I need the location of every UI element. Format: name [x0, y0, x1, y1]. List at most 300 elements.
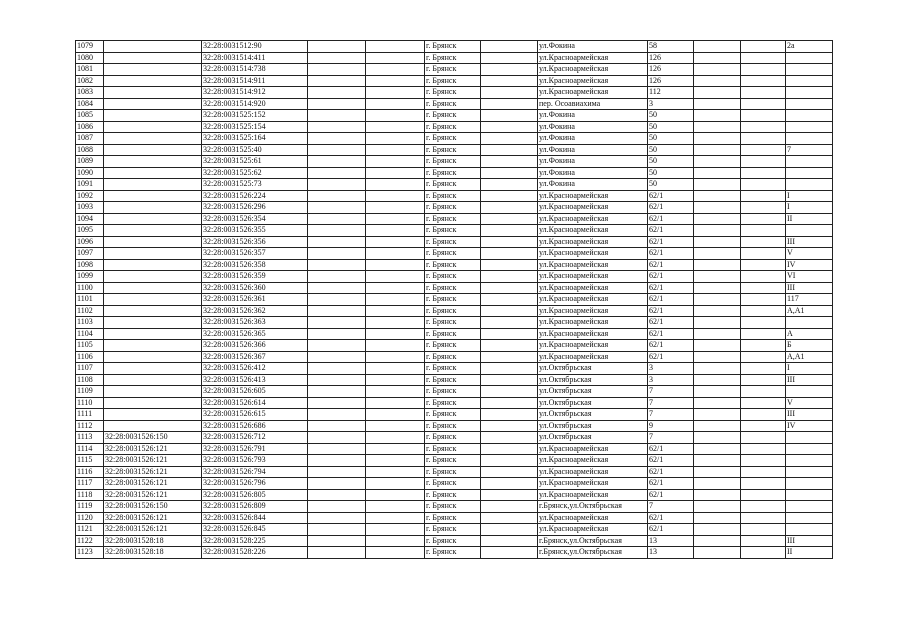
cell-room-number: III [786, 535, 833, 547]
cell-room-number [786, 179, 833, 191]
cell-street: ул.Фокина [538, 41, 648, 53]
cell-row-number: 1115 [76, 455, 104, 467]
table-row [76, 340, 833, 352]
cell-parent-cadastral-number [104, 374, 202, 386]
table-row [76, 64, 833, 76]
table-row [76, 409, 833, 421]
cell-empty-col-4 [308, 225, 366, 237]
cell-room-number: А,А1 [786, 305, 833, 317]
cell-parent-cadastral-number [104, 190, 202, 202]
cell-street: ул.Красноармейская [538, 489, 648, 501]
cell-empty-col-5 [366, 305, 425, 317]
cell-room-number: V [786, 248, 833, 260]
cell-empty-col-5 [366, 248, 425, 260]
cell-empty-col-5 [366, 340, 425, 352]
cell-street: ул.Фокина [538, 144, 648, 156]
table-row [76, 52, 833, 64]
cell-empty-col-10 [694, 420, 741, 432]
table-row [76, 317, 833, 329]
cell-row-number: 1123 [76, 547, 104, 559]
cell-house-number: 62/1 [648, 190, 694, 202]
cell-cadastral-number: 32:28:0031526:296 [202, 202, 308, 214]
cell-cadastral-number: 32:28:0031526:794 [202, 466, 308, 478]
cell-row-number: 1116 [76, 466, 104, 478]
cell-empty-col-5 [366, 535, 425, 547]
cell-city: г. Брянск [425, 478, 481, 490]
cell-empty-col-7 [481, 351, 538, 363]
cell-row-number: 1121 [76, 524, 104, 536]
cell-row-number: 1114 [76, 443, 104, 455]
cell-empty-col-4 [308, 190, 366, 202]
cell-cadastral-number: 32:28:0031526:361 [202, 294, 308, 306]
cell-house-number: 50 [648, 167, 694, 179]
cell-empty-col-10 [694, 409, 741, 421]
cell-empty-col-10 [694, 98, 741, 110]
cell-city: г. Брянск [425, 466, 481, 478]
table-row [76, 305, 833, 317]
cell-room-number [786, 317, 833, 329]
cell-house-number: 62/1 [648, 294, 694, 306]
cell-empty-col-7 [481, 547, 538, 559]
cell-empty-col-11 [741, 190, 786, 202]
cell-parent-cadastral-number [104, 87, 202, 99]
cell-empty-col-11 [741, 110, 786, 122]
cell-street: ул.Красноармейская [538, 294, 648, 306]
cell-street: ул.Красноармейская [538, 213, 648, 225]
cell-empty-col-4 [308, 432, 366, 444]
cell-city: г. Брянск [425, 524, 481, 536]
cell-empty-col-5 [366, 409, 425, 421]
cell-row-number: 1120 [76, 512, 104, 524]
cell-parent-cadastral-number [104, 167, 202, 179]
cell-parent-cadastral-number [104, 64, 202, 76]
cell-empty-col-11 [741, 512, 786, 524]
cell-city: г. Брянск [425, 386, 481, 398]
cadastral-table [75, 40, 833, 559]
cell-empty-col-10 [694, 328, 741, 340]
cell-empty-col-4 [308, 478, 366, 490]
cell-empty-col-4 [308, 489, 366, 501]
cell-row-number: 1094 [76, 213, 104, 225]
cell-city: г. Брянск [425, 420, 481, 432]
cell-empty-col-11 [741, 317, 786, 329]
cell-cadastral-number: 32:28:0031526:805 [202, 489, 308, 501]
cell-empty-col-7 [481, 64, 538, 76]
cell-empty-col-11 [741, 179, 786, 191]
cell-cadastral-number: 32:28:0031526:686 [202, 420, 308, 432]
cell-street: пер. Осоавиахима [538, 98, 648, 110]
table-row [76, 524, 833, 536]
cell-empty-col-4 [308, 179, 366, 191]
cell-empty-col-11 [741, 351, 786, 363]
cell-empty-col-7 [481, 259, 538, 271]
cell-house-number: 62/1 [648, 443, 694, 455]
cell-city: г. Брянск [425, 351, 481, 363]
cell-street: г.Брянск,ул.Октябрьская [538, 501, 648, 513]
cell-street: ул.Октябрьская [538, 432, 648, 444]
cell-empty-col-11 [741, 294, 786, 306]
cell-parent-cadastral-number [104, 144, 202, 156]
table-row [76, 190, 833, 202]
cell-street: ул.Красноармейская [538, 236, 648, 248]
cell-empty-col-4 [308, 259, 366, 271]
cell-cadastral-number: 32:28:0031525:164 [202, 133, 308, 145]
cell-city: г. Брянск [425, 328, 481, 340]
cell-parent-cadastral-number [104, 386, 202, 398]
cell-parent-cadastral-number [104, 213, 202, 225]
cell-room-number: V [786, 397, 833, 409]
cell-empty-col-4 [308, 420, 366, 432]
cell-city: г. Брянск [425, 121, 481, 133]
cell-city: г. Брянск [425, 98, 481, 110]
cell-room-number: 117 [786, 294, 833, 306]
cell-cadastral-number: 32:28:0031526:614 [202, 397, 308, 409]
cell-empty-col-5 [366, 259, 425, 271]
cell-empty-col-7 [481, 340, 538, 352]
cell-empty-col-10 [694, 386, 741, 398]
cell-room-number [786, 52, 833, 64]
cell-empty-col-7 [481, 443, 538, 455]
cell-cadastral-number: 32:28:0031526:363 [202, 317, 308, 329]
cell-room-number: III [786, 236, 833, 248]
cell-row-number: 1118 [76, 489, 104, 501]
cell-empty-col-11 [741, 363, 786, 375]
cell-house-number: 62/1 [648, 259, 694, 271]
cell-empty-col-10 [694, 294, 741, 306]
cell-house-number: 62/1 [648, 466, 694, 478]
cell-street: ул.Красноармейская [538, 466, 648, 478]
cell-empty-col-7 [481, 52, 538, 64]
cell-parent-cadastral-number [104, 179, 202, 191]
cell-empty-col-7 [481, 144, 538, 156]
table-row [76, 466, 833, 478]
cell-empty-col-10 [694, 41, 741, 53]
cell-street: ул.Красноармейская [538, 271, 648, 283]
cell-empty-col-10 [694, 466, 741, 478]
cell-parent-cadastral-number [104, 351, 202, 363]
cell-street: ул.Красноармейская [538, 512, 648, 524]
cell-empty-col-5 [366, 374, 425, 386]
cell-empty-col-5 [366, 144, 425, 156]
cell-cadastral-number: 32:28:0031526:355 [202, 225, 308, 237]
table-row [76, 363, 833, 375]
cell-empty-col-5 [366, 41, 425, 53]
cell-street: ул.Красноармейская [538, 202, 648, 214]
cell-empty-col-10 [694, 202, 741, 214]
cell-empty-col-11 [741, 501, 786, 513]
cell-house-number: 3 [648, 363, 694, 375]
cell-parent-cadastral-number [104, 340, 202, 352]
table-row [76, 110, 833, 122]
cell-row-number: 1111 [76, 409, 104, 421]
cell-room-number [786, 489, 833, 501]
cell-city: г. Брянск [425, 294, 481, 306]
cell-street: ул.Красноармейская [538, 443, 648, 455]
cell-street: ул.Красноармейская [538, 340, 648, 352]
cell-empty-col-4 [308, 340, 366, 352]
cell-street: ул.Красноармейская [538, 259, 648, 271]
cell-empty-col-5 [366, 167, 425, 179]
cell-room-number [786, 156, 833, 168]
cell-parent-cadastral-number [104, 409, 202, 421]
cell-parent-cadastral-number [104, 225, 202, 237]
cell-city: г. Брянск [425, 397, 481, 409]
cell-empty-col-7 [481, 121, 538, 133]
cell-house-number: 62/1 [648, 225, 694, 237]
cell-parent-cadastral-number [104, 41, 202, 53]
cell-empty-col-4 [308, 512, 366, 524]
cell-parent-cadastral-number [104, 328, 202, 340]
cell-cadastral-number: 32:28:0031526:362 [202, 305, 308, 317]
cell-empty-col-7 [481, 41, 538, 53]
cell-room-number [786, 225, 833, 237]
cell-house-number: 62/1 [648, 305, 694, 317]
cell-room-number [786, 478, 833, 490]
cell-city: г. Брянск [425, 52, 481, 64]
cell-empty-col-5 [366, 547, 425, 559]
cell-empty-col-10 [694, 501, 741, 513]
cell-empty-col-10 [694, 121, 741, 133]
cell-city: г. Брянск [425, 41, 481, 53]
cell-cadastral-number: 32:28:0031525:73 [202, 179, 308, 191]
cell-house-number: 62/1 [648, 489, 694, 501]
table-row [76, 328, 833, 340]
cell-empty-col-10 [694, 351, 741, 363]
cell-row-number: 1089 [76, 156, 104, 168]
cell-cadastral-number: 32:28:0031526:605 [202, 386, 308, 398]
cell-parent-cadastral-number [104, 52, 202, 64]
cell-empty-col-4 [308, 64, 366, 76]
cell-empty-col-4 [308, 443, 366, 455]
cell-house-number: 7 [648, 501, 694, 513]
cell-empty-col-10 [694, 443, 741, 455]
cell-row-number: 1099 [76, 271, 104, 283]
cell-cadastral-number: 32:28:0031526:413 [202, 374, 308, 386]
cell-empty-col-4 [308, 202, 366, 214]
cell-row-number: 1110 [76, 397, 104, 409]
cell-row-number: 1106 [76, 351, 104, 363]
cell-city: г. Брянск [425, 340, 481, 352]
cell-house-number: 7 [648, 397, 694, 409]
table-row [76, 351, 833, 363]
cell-empty-col-7 [481, 363, 538, 375]
cell-empty-col-10 [694, 179, 741, 191]
cell-empty-col-5 [366, 271, 425, 283]
cell-row-number: 1119 [76, 501, 104, 513]
cell-empty-col-5 [366, 489, 425, 501]
cell-row-number: 1097 [76, 248, 104, 260]
cell-cadastral-number: 32:28:0031525:61 [202, 156, 308, 168]
cell-room-number [786, 133, 833, 145]
cell-room-number: III [786, 409, 833, 421]
cell-empty-col-7 [481, 213, 538, 225]
cell-empty-col-4 [308, 351, 366, 363]
table-row [76, 455, 833, 467]
cell-city: г. Брянск [425, 156, 481, 168]
cell-row-number: 1081 [76, 64, 104, 76]
cell-empty-col-11 [741, 409, 786, 421]
cell-house-number: 126 [648, 75, 694, 87]
cell-empty-col-5 [366, 328, 425, 340]
table-row [76, 294, 833, 306]
cell-empty-col-7 [481, 386, 538, 398]
cell-empty-col-10 [694, 317, 741, 329]
cell-room-number [786, 87, 833, 99]
cell-empty-col-5 [366, 202, 425, 214]
cell-empty-col-5 [366, 363, 425, 375]
cell-city: г. Брянск [425, 248, 481, 260]
cell-city: г. Брянск [425, 236, 481, 248]
cell-cadastral-number: 32:28:0031526:844 [202, 512, 308, 524]
cell-empty-col-10 [694, 52, 741, 64]
cell-room-number [786, 121, 833, 133]
cell-empty-col-10 [694, 236, 741, 248]
cell-city: г. Брянск [425, 133, 481, 145]
cell-empty-col-4 [308, 271, 366, 283]
cell-street: ул.Фокина [538, 156, 648, 168]
cell-empty-col-7 [481, 455, 538, 467]
cell-city: г. Брянск [425, 489, 481, 501]
cell-empty-col-11 [741, 340, 786, 352]
cell-room-number: III [786, 282, 833, 294]
cell-city: г. Брянск [425, 374, 481, 386]
cell-city: г. Брянск [425, 87, 481, 99]
cell-city: г. Брянск [425, 317, 481, 329]
cell-empty-col-11 [741, 478, 786, 490]
cell-empty-col-11 [741, 455, 786, 467]
cell-cadastral-number: 32:28:0031512:90 [202, 41, 308, 53]
cell-empty-col-7 [481, 397, 538, 409]
cell-empty-col-7 [481, 432, 538, 444]
cell-cadastral-number: 32:28:0031526:793 [202, 455, 308, 467]
cell-house-number: 62/1 [648, 340, 694, 352]
cell-room-number [786, 110, 833, 122]
cell-empty-col-7 [481, 75, 538, 87]
cell-empty-col-4 [308, 156, 366, 168]
cell-street: ул.Фокина [538, 121, 648, 133]
cell-street: ул.Октябрьская [538, 363, 648, 375]
cell-room-number [786, 512, 833, 524]
cell-room-number: 7 [786, 144, 833, 156]
cell-empty-col-5 [366, 110, 425, 122]
table-row [76, 144, 833, 156]
cell-empty-col-5 [366, 397, 425, 409]
cell-empty-col-7 [481, 478, 538, 490]
cell-house-number: 62/1 [648, 478, 694, 490]
cell-parent-cadastral-number [104, 420, 202, 432]
cell-room-number [786, 98, 833, 110]
cell-empty-col-5 [366, 466, 425, 478]
cell-empty-col-4 [308, 305, 366, 317]
cell-house-number: 62/1 [648, 202, 694, 214]
cell-house-number: 62/1 [648, 351, 694, 363]
cell-parent-cadastral-number: 32:28:0031526:121 [104, 524, 202, 536]
cell-empty-col-11 [741, 386, 786, 398]
cell-row-number: 1101 [76, 294, 104, 306]
cell-parent-cadastral-number [104, 133, 202, 145]
cell-house-number: 62/1 [648, 236, 694, 248]
cell-empty-col-5 [366, 133, 425, 145]
cell-room-number [786, 75, 833, 87]
cell-empty-col-7 [481, 524, 538, 536]
cell-room-number: I [786, 363, 833, 375]
table-row [76, 98, 833, 110]
cell-empty-col-10 [694, 363, 741, 375]
cell-empty-col-11 [741, 133, 786, 145]
cell-city: г. Брянск [425, 455, 481, 467]
cell-city: г. Брянск [425, 512, 481, 524]
cell-street: ул.Красноармейская [538, 225, 648, 237]
cell-empty-col-7 [481, 98, 538, 110]
cell-empty-col-4 [308, 282, 366, 294]
cell-room-number: 2а [786, 41, 833, 53]
table-row [76, 202, 833, 214]
cell-street: ул.Октябрьская [538, 374, 648, 386]
cell-row-number: 1122 [76, 535, 104, 547]
cell-empty-col-5 [366, 512, 425, 524]
cell-empty-col-7 [481, 489, 538, 501]
cell-empty-col-4 [308, 75, 366, 87]
cell-city: г. Брянск [425, 179, 481, 191]
cell-street: ул.Красноармейская [538, 455, 648, 467]
cell-house-number: 62/1 [648, 512, 694, 524]
cell-empty-col-11 [741, 271, 786, 283]
cell-empty-col-5 [366, 213, 425, 225]
cell-empty-col-11 [741, 98, 786, 110]
cell-empty-col-4 [308, 87, 366, 99]
cell-empty-col-4 [308, 466, 366, 478]
table-row [76, 121, 833, 133]
table-row [76, 213, 833, 225]
cell-empty-col-5 [366, 455, 425, 467]
cell-empty-col-11 [741, 489, 786, 501]
cell-empty-col-7 [481, 501, 538, 513]
cell-empty-col-5 [366, 351, 425, 363]
cell-cadastral-number: 32:28:0031525:154 [202, 121, 308, 133]
cell-empty-col-7 [481, 202, 538, 214]
cell-empty-col-5 [366, 294, 425, 306]
cell-row-number: 1104 [76, 328, 104, 340]
table-row [76, 179, 833, 191]
cell-house-number: 7 [648, 386, 694, 398]
cell-empty-col-10 [694, 167, 741, 179]
cell-row-number: 1088 [76, 144, 104, 156]
cell-empty-col-5 [366, 282, 425, 294]
cell-empty-col-11 [741, 121, 786, 133]
cell-empty-col-11 [741, 524, 786, 536]
cell-row-number: 1079 [76, 41, 104, 53]
cell-empty-col-11 [741, 236, 786, 248]
cell-street: ул.Красноармейская [538, 305, 648, 317]
cell-empty-col-7 [481, 374, 538, 386]
cell-street: г.Брянск,ул.Октябрьская [538, 547, 648, 559]
cell-cadastral-number: 32:28:0031526:366 [202, 340, 308, 352]
cell-row-number: 1087 [76, 133, 104, 145]
cell-house-number: 62/1 [648, 271, 694, 283]
cell-empty-col-7 [481, 133, 538, 145]
cell-empty-col-7 [481, 156, 538, 168]
cell-house-number: 62/1 [648, 524, 694, 536]
cell-empty-col-10 [694, 397, 741, 409]
cell-empty-col-11 [741, 420, 786, 432]
cell-street: ул.Фокина [538, 110, 648, 122]
cell-parent-cadastral-number [104, 75, 202, 87]
cell-empty-col-10 [694, 305, 741, 317]
cell-empty-col-10 [694, 64, 741, 76]
cell-parent-cadastral-number [104, 259, 202, 271]
cell-room-number: Б [786, 340, 833, 352]
table-row [76, 259, 833, 271]
